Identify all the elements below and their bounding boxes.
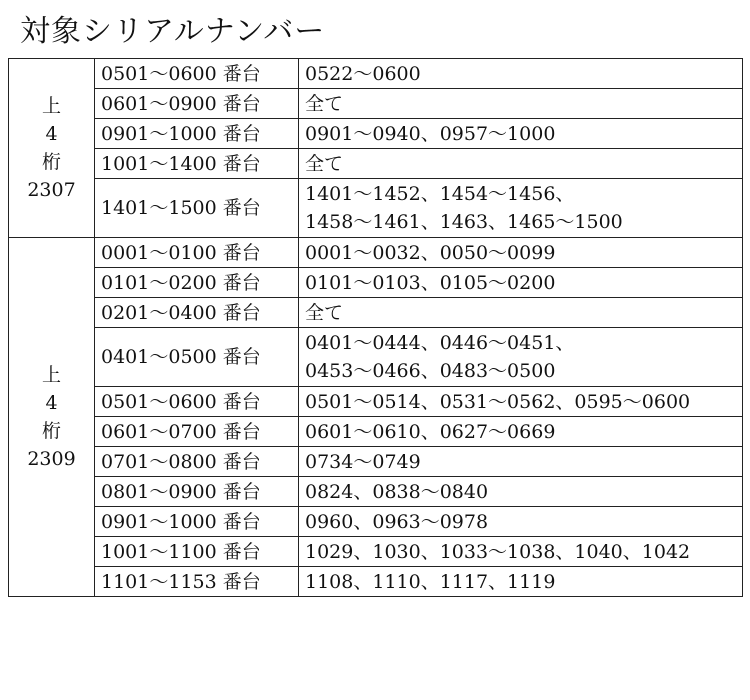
serial-range-cell: 0101〜0200 番台 — [95, 268, 299, 298]
serial-range-cell: 1001〜1400 番台 — [95, 149, 299, 179]
table-row — [9, 477, 743, 507]
table-row — [9, 328, 743, 387]
serial-range-cell: 1101〜1153 番台 — [95, 567, 299, 597]
target-serials-cell — [299, 59, 743, 89]
table-row — [9, 567, 743, 597]
serial-range-cell: 0601〜0700 番台 — [95, 417, 299, 447]
target-serials-line: 0001〜0032、0050〜0099 — [305, 241, 556, 264]
target-serials-line: 0453〜0466、0483〜0500 — [305, 360, 556, 382]
target-serials-cell — [299, 89, 743, 119]
target-serials-line: 0601〜0610、0627〜0669 — [305, 420, 556, 443]
prefix-label-char: 4 — [45, 123, 58, 145]
serial-range-cell: 0801〜0900 番台 — [95, 477, 299, 507]
target-serials-cell — [299, 387, 743, 417]
page-title: 対象シリアルナンバー — [20, 14, 326, 49]
target-serials-cell — [299, 119, 743, 149]
table-row — [9, 268, 743, 298]
table-row — [9, 507, 743, 537]
target-serials-line: 1401〜1452、1454〜1456、 — [305, 183, 575, 205]
table-row — [9, 417, 743, 447]
target-serials-cell — [299, 447, 743, 477]
serial-range-cell: 0501〜0600 番台 — [95, 387, 299, 417]
target-serials-cell — [299, 238, 743, 268]
table-row — [9, 387, 743, 417]
serial-range-cell: 0401〜0500 番台 — [95, 328, 299, 387]
target-serials-cell — [299, 149, 743, 179]
target-serials-line: 0901〜0940、0957〜1000 — [305, 122, 556, 145]
serial-range-cell: 1001〜1100 番台 — [95, 537, 299, 567]
target-serials-line: 0734〜0749 — [305, 450, 421, 473]
target-serials-line: 0522〜0600 — [305, 62, 421, 85]
table-row — [9, 119, 743, 149]
serial-range-cell: 0601〜0900 番台 — [95, 89, 299, 119]
table-row — [9, 149, 743, 179]
target-serials-cell — [299, 537, 743, 567]
table-row — [9, 537, 743, 567]
target-serials-line: 1029、1030、1033〜1038、1040、1042 — [305, 540, 691, 563]
target-serials-line: 全て — [305, 152, 344, 175]
target-serials-line: 全て — [305, 301, 344, 324]
target-serials-cell — [299, 179, 743, 238]
target-serials-cell — [299, 567, 743, 597]
prefix-value: 2307 — [27, 179, 76, 201]
target-serials-line: 0824、0838〜0840 — [305, 480, 489, 503]
target-serials-cell — [299, 477, 743, 507]
table-row — [9, 179, 743, 238]
serial-range-cell: 0701〜0800 番台 — [95, 447, 299, 477]
prefix-label-char: 上 — [41, 95, 61, 117]
table-row — [9, 89, 743, 119]
target-serials-line: 0101〜0103、0105〜0200 — [305, 271, 556, 294]
serial-prefix-cell — [9, 238, 95, 597]
serial-range-cell: 0001〜0100 番台 — [95, 238, 299, 268]
serial-range-cell: 0901〜1000 番台 — [95, 507, 299, 537]
serial-range-cell: 1401〜1500 番台 — [95, 179, 299, 238]
target-serials-line: 全て — [305, 92, 344, 115]
serial-table-body — [9, 59, 743, 597]
prefix-value: 2309 — [27, 448, 76, 470]
target-serials-line: 0401〜0444、0446〜0451、 — [305, 332, 575, 354]
serial-range-cell: 0501〜0600 番台 — [95, 59, 299, 89]
target-serials-cell — [299, 298, 743, 328]
prefix-label-char: 4 — [45, 392, 58, 414]
prefix-label-char: 桁 — [41, 151, 61, 173]
table-row — [9, 298, 743, 328]
target-serials-line: 0501〜0514、0531〜0562、0595〜0600 — [305, 390, 691, 413]
target-serials-cell — [299, 507, 743, 537]
serial-range-cell: 0901〜1000 番台 — [95, 119, 299, 149]
serial-range-cell: 0201〜0400 番台 — [95, 298, 299, 328]
serial-number-table — [8, 58, 743, 597]
target-serials-line: 0960、0963〜0978 — [305, 510, 489, 533]
prefix-label-char: 上 — [41, 364, 61, 386]
target-serials-cell — [299, 328, 743, 387]
target-serials-cell — [299, 417, 743, 447]
prefix-label-char: 桁 — [41, 420, 61, 442]
target-serials-line: 1458〜1461、1463、1465〜1500 — [305, 211, 623, 233]
table-row — [9, 447, 743, 477]
table-row — [9, 238, 743, 268]
serial-prefix-cell — [9, 59, 95, 238]
table-row — [9, 59, 743, 89]
target-serials-line: 1108、1110、1117、1119 — [305, 570, 556, 593]
target-serials-cell — [299, 268, 743, 298]
